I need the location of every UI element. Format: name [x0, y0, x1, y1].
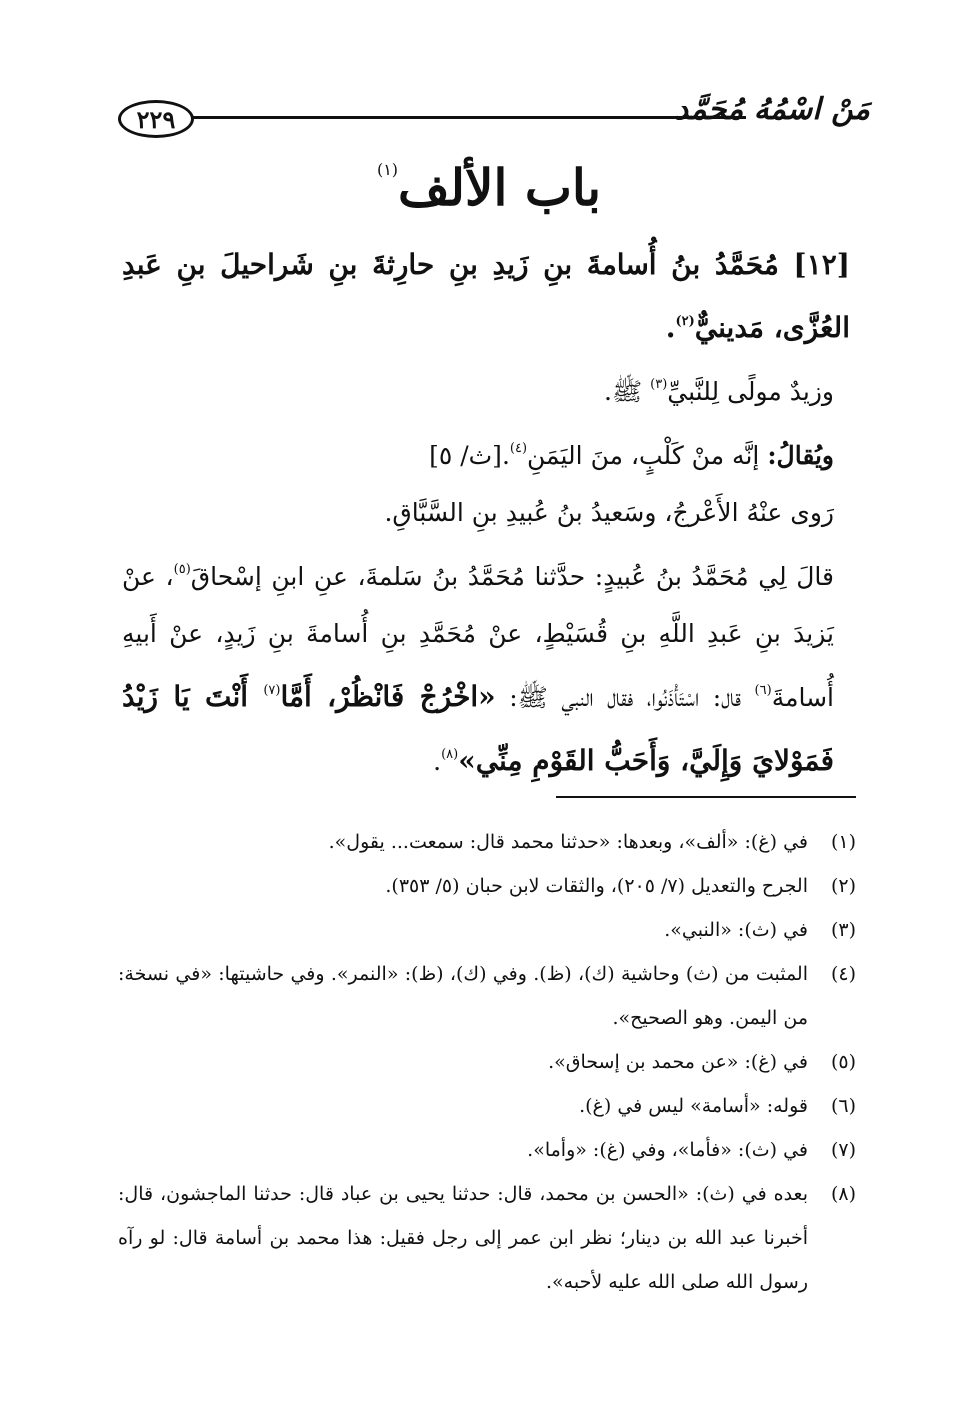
- paragraph: [122, 420, 850, 484]
- paragraph-label: ويُقالُ:: [767, 441, 834, 470]
- page-number: ٢٢٩: [136, 104, 176, 134]
- footnote-number: (٦): [830, 1095, 856, 1117]
- footnote-ref: (٧): [263, 683, 281, 698]
- paragraph: [122, 541, 850, 790]
- paragraph-text: قالَ لِي مُحَمَّدُ بنُ عُبيدٍ: حدَّثنا مُحَمَّدُ بنُ سَلمةَ، عنِ ابنِ إسْحاقَ: [190, 562, 834, 591]
- chapter-title: [0, 158, 978, 217]
- paragraph: [122, 484, 850, 541]
- footnote-separator: [556, 796, 856, 798]
- footnote-ref: (٢): [675, 314, 695, 329]
- salutation-glyph: ﷺ: [612, 377, 643, 406]
- footnote-ref: (٨): [441, 747, 459, 762]
- running-title: مَنْ اسْمُهُ مُحَمَّد: [674, 92, 870, 127]
- footnote: [118, 820, 856, 864]
- footnote-number: (٧): [830, 1139, 856, 1161]
- footnote-text: المثبت من (ث) وحاشية (ك)، (ظ). وفي (ك)، (ظ): «النمر». وفي حاشيتها: «في نسخة: من اليمن. وهو الصحيح».: [118, 963, 808, 1029]
- footnote: [118, 864, 856, 908]
- paragraph-text: .: [433, 747, 442, 776]
- footnote: [118, 1172, 856, 1304]
- footnote: [118, 952, 856, 1040]
- footnote: [118, 1084, 856, 1128]
- footnote-number: (٥): [830, 1051, 856, 1073]
- main-text: [122, 236, 850, 790]
- paragraph-text: .[ث/ ٥]: [429, 441, 510, 470]
- paragraph-text: رَوى عنْهُ الأَعْرجُ، وسَعيدُ بنُ عُبيدِ بنِ السَّبَّاقِ.: [384, 498, 834, 527]
- footnote-text: في (ث): «النبي».: [664, 919, 808, 941]
- entry-number: [١٢]: [793, 248, 850, 281]
- entry-name: مُحَمَّدُ بنُ أُسامةَ بنِ زَيدِ بنِ حارِثةَ بنِ شَراحيلَ بنِ عَبدِ العُزَّى،: [122, 248, 850, 344]
- hadith-quote: «اخْرُجْ فَانْظُرْ، أَمَّا: [280, 680, 496, 713]
- footnote-ref: (٣): [650, 377, 668, 392]
- paragraph-text: قال: اسْتَأْذَنُوا، فقال النبي ﷺ:: [509, 683, 755, 712]
- footnote-text: بعده في (ث): «الحسن بن محمد، قال: حدثنا يحيى بن عباد قال: حدثنا الماجشون، قال: أخبرنا عبد الله بن دينار؛ نظر ابن عمر إلى رجل فقيل: هذا محمد بن أسامة قال: لو رآه رسول الله صلى الله عليه لأحبه».: [118, 1183, 808, 1293]
- footnote-text: في (غ): «عن محمد بن إسحاق».: [548, 1051, 808, 1073]
- footnote-ref: (٥): [173, 562, 191, 577]
- footnote-number: (٤): [830, 963, 856, 985]
- footnote-number: (٣): [830, 919, 856, 941]
- page-number-badge: [118, 100, 194, 138]
- footnote-text: قوله: «أسامة» ليس في (غ).: [579, 1095, 808, 1117]
- paragraph: وزيدٌ مولًى لِلنَّبيِّ$^{(٣)}$ ﷺ.: [604, 377, 834, 406]
- footnote: [118, 1040, 856, 1084]
- paragraph-text: ، عنْ يَزيدَ بنِ عَبدِ اللَّهِ بنِ قُسَيْطٍ، عنْ مُحَمَّدِ بنِ أُسامةَ بنِ زَيدٍ، عنْ أَبيهِ أُسامةَ: [122, 562, 834, 712]
- header-rule: [192, 116, 746, 119]
- footnote-ref: (١): [376, 160, 399, 179]
- footnote-text: في (غ): «ألف»، وبعدها: «حدثنا محمد قال: سمعت... يقول».: [328, 831, 808, 853]
- footnote: [118, 908, 856, 952]
- chapter-title-text: باب الألف: [398, 158, 602, 217]
- hadith-quote: أَنْتَ يَا زَيْدُ فَمَوْلايَ وَإِلَيَّ، وَأَحَبُّ القَوْمِ مِنِّي»: [122, 680, 834, 777]
- footnote-text: في (ث): «فأما»، وفي (غ): «وأما».: [527, 1139, 808, 1161]
- entry-origin: مَدينيٌّ: [694, 311, 765, 344]
- paragraph-text: إنَّه منْ كَلْبٍ، منَ اليَمَنِ: [527, 441, 760, 470]
- paragraph-text: وزيدٌ مولًى لِلنَّبيِّ: [667, 377, 834, 406]
- footnote-text: الجرح والتعديل (٧/ ٢٠٥)، والثقات لابن حبان (٥/ ٣٥٣).: [385, 875, 808, 897]
- entry-heading: [١٢] مُحَمَّدُ بنُ أُسامةَ بنِ زَيدِ بنِ حارِثةَ بنِ شَراحيلَ بنِ عَبدِ العُزَّى، مَدينيٌّ$^{(٢)}$.: [122, 248, 850, 344]
- footnote-ref: (٦): [754, 683, 772, 698]
- footnotes: [118, 820, 856, 1304]
- footnote-number: (٨): [830, 1183, 856, 1205]
- footnote-number: (٢): [830, 875, 856, 897]
- footnote-number: (١): [830, 831, 856, 853]
- footnote: [118, 1128, 856, 1172]
- footnote-ref: (٤): [509, 441, 528, 456]
- page-header: [118, 92, 870, 146]
